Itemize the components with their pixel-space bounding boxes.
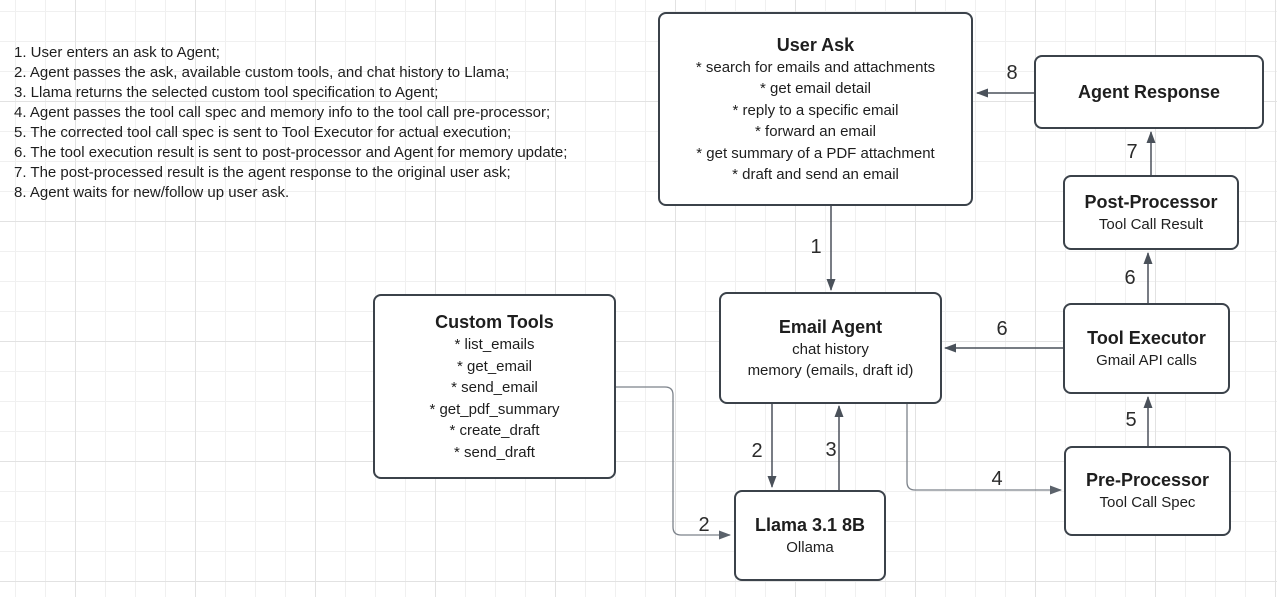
edge-label-step3: 3 xyxy=(825,439,837,461)
custom-tools-node xyxy=(373,294,616,479)
custom-tools-item: * get_email xyxy=(456,357,533,375)
custom-tools-title: Custom Tools xyxy=(435,312,554,332)
custom-tools-item: * create_draft xyxy=(449,422,540,439)
tool-executor-node xyxy=(1063,303,1230,394)
edge-label-step2-model: 2 xyxy=(751,440,763,462)
note-line: 8. Agent waits for new/follow up user ask. xyxy=(14,184,290,201)
note-line: 5. The corrected tool call spec is sent to Tool Executor for actual execution; xyxy=(14,124,512,141)
note-line: 3. Llama returns the selected custom tool specification to Agent; xyxy=(14,84,439,101)
llama-title: Llama 3.1 8B xyxy=(754,514,866,535)
post-processor-subtitle: Tool Call Result xyxy=(1098,215,1204,233)
custom-tools-item: * send_draft xyxy=(454,443,535,461)
pre-processor-node xyxy=(1064,446,1231,536)
workflow-notes xyxy=(14,43,567,203)
edge-label-step2-tools: 2 xyxy=(698,514,710,536)
note-line: 7. The post-processed result is the agent response to the original user ask; xyxy=(14,164,511,181)
user-ask-item: * reply to a specific email xyxy=(732,101,899,119)
post-processor-node xyxy=(1063,175,1239,250)
custom-tools-item: * get_pdf_summary xyxy=(429,400,560,418)
email-agent-line: memory (emails, draft id) xyxy=(747,362,914,379)
edge-custom-tools-to-llama xyxy=(615,387,730,535)
edge-email-agent-to-pre-processor xyxy=(907,403,1061,490)
note-line: 6. The tool execution result is sent to post-processor and Agent for memory update; xyxy=(14,144,568,161)
user-ask-item: * get summary of a PDF attachment xyxy=(696,144,935,162)
llama-node xyxy=(734,490,886,581)
post-processor-title: Post-Processor xyxy=(1084,191,1218,212)
custom-tools-item: * send_email xyxy=(451,379,538,396)
user-ask-item: * draft and send an email xyxy=(732,166,899,183)
edge-label-step7: 7 xyxy=(1126,141,1138,163)
email-agent-line: chat history xyxy=(792,340,869,358)
email-agent-title: Email Agent xyxy=(778,316,883,337)
note-line: 1. User enters an ask to Agent; xyxy=(14,44,220,61)
user-ask-title: User Ask xyxy=(776,34,855,55)
email-agent-node xyxy=(719,292,942,404)
edge-label-step5: 5 xyxy=(1125,409,1137,431)
llama-subtitle: Ollama xyxy=(786,538,834,556)
edge-label-step1: 1 xyxy=(810,236,822,258)
edge-label-step8: 8 xyxy=(1006,62,1018,84)
note-line: 2. Agent passes the ask, available custom tools, and chat history to Llama; xyxy=(14,64,510,81)
user-ask-node xyxy=(658,12,973,206)
user-ask-item: * search for emails and attachments xyxy=(695,58,936,76)
user-ask-item: * forward an email xyxy=(755,123,876,140)
pre-processor-title: Pre-Processor xyxy=(1085,470,1210,491)
pre-processor-subtitle: Tool Call Spec xyxy=(1099,494,1196,512)
tool-executor-title: Tool Executor xyxy=(1087,327,1206,348)
tool-executor-subtitle: Gmail API calls xyxy=(1096,351,1197,369)
edge-label-step6-post: 6 xyxy=(1124,267,1136,289)
agent-response-node xyxy=(1034,55,1264,129)
custom-tools-item: * list_emails xyxy=(454,336,535,353)
user-ask-item: * get email detail xyxy=(760,80,871,97)
agent-response-title: Agent Response xyxy=(1077,82,1221,102)
edge-label-step6-agent: 6 xyxy=(996,318,1008,340)
edge-label-step4: 4 xyxy=(991,468,1003,490)
note-line: 4. Agent passes the tool call spec and memory info to the tool call pre-processor; xyxy=(14,104,551,121)
